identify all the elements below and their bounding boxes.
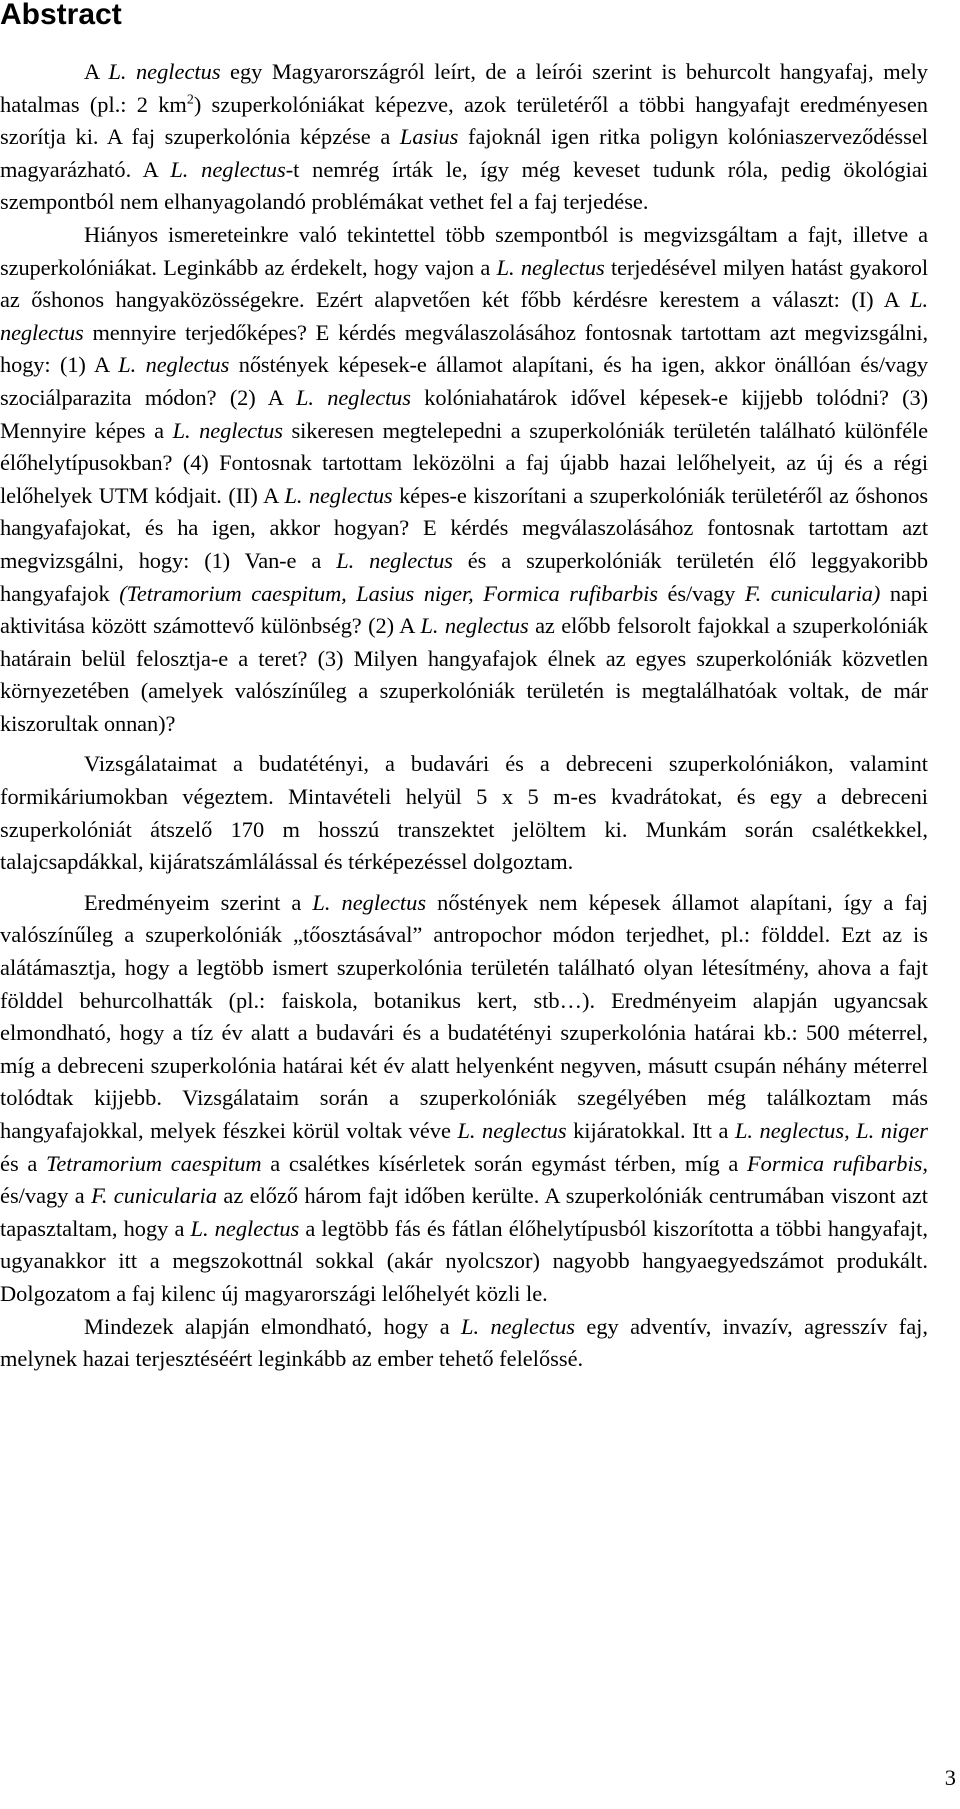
text-run: és a szuperkolóniák területén élő leggyakoribb hangyafajok — [0, 547, 928, 606]
species-name: L. neglectus, L. niger — [734, 1118, 929, 1143]
species-name: L. neglectus — [170, 156, 286, 182]
text-run: és a — [0, 1150, 46, 1176]
text-run: terjedésével milyen hatást gyakorol az őshonos hangyaközösségekre. Ezért alapvetően két főbb kérdésre kerestem a választ: (I) A — [0, 254, 928, 313]
text-run: nőstények nem képesek államot alapítani, így a faj valószínűleg a szuperkolóniák „tőosztásával” antropochor módon terjedhet, pl.: földdel. Ezt az is alátámasztja, hogy a legtöbb ismert szuperkolónia területén található olyan létesítmény, ahova a fajt földdel behurcolhatták (pl.: faiskola, botanikus kert, stb…). Eredményeim alapján ugyancsak elmondható, hogy a tíz év alatt a budavári és a budatétényi szuperkolónia határai kb.: 500 méterrel, míg a debreceni szuperkolónia határai két év alatt helyenként negyven, másutt csupán néhány méterrel tolódtak kijjebb. Vizsgálataim során a szuperkolóniák szegélyében még találkoztam más hangyafajokkal, melyek fészkei körül voltak véve — [0, 889, 928, 1143]
text-run: és/vagy a — [0, 1183, 92, 1209]
paragraph-methods — [0, 748, 928, 878]
text-run: Vizsgálataimat a budatétényi, a budavári és a debreceni szuperkolóniákon, valamint formikáriumokban végeztem. Mintavételi helyül 5 x 5 m-es kvadrátokat, és egy a debreceni szuperkolóniát átszelő 170 m hosszú transzektet jelöltem ki. Munkám során csalétkekkel, talajcsapdákkal, kijáratszámlálással és térképezéssel dolgoztam. — [0, 751, 928, 875]
species-name: L. neglectus — [0, 287, 928, 345]
species-name: L. neglectus — [336, 547, 453, 573]
species-name: L. neglectus — [284, 482, 393, 508]
species-name: L. neglectus — [108, 59, 221, 84]
paragraph-results — [0, 887, 928, 1311]
species-name: L. neglectus — [496, 254, 605, 280]
paragraph-intro — [0, 56, 928, 219]
species-name: L. neglectus — [461, 1313, 576, 1339]
paragraph-questions — [0, 219, 928, 741]
text-run: napi aktivitása között számottevő különbség? (2) A — [0, 580, 929, 639]
species-name: L. neglectus — [312, 889, 427, 915]
species-name: Lasius — [399, 124, 459, 150]
text-run: és/vagy — [657, 580, 745, 606]
species-name: Formica rufibarbis, — [747, 1150, 928, 1176]
species-name: L. neglectus — [296, 384, 411, 410]
text-run: nőstények képesek-e államot alapítani, és ha igen, akkor önállóan és/vagy szociálparazita módon? (2) A — [0, 352, 928, 410]
text-run: mennyire terjedőképes? E kérdés megválaszolásához fontosnak tartottam azt megvizsgálni, hogy: (1) A — [0, 319, 928, 378]
text-run: képes-e kiszorítani a szuperkolóniák területéről az őshonos hangyafajokat, és ha igen, akkor hogyan? E kérdés megválaszolásához fontosnak tartottam azt megvizsgálni, hogy: (1) Van-e a — [0, 482, 928, 573]
text-run: -t nemrég írták le, így még keveset tudunk róla, pedig ökológiai szempontból nem elhanyagolandó problémákat vethet fel a faj terjedése. — [0, 156, 928, 215]
text-run: kijáratokkal. Itt a — [566, 1118, 735, 1143]
text-run: a csalétkes kísérletek során egymást térben, míg a — [261, 1150, 747, 1176]
text-run: sikeresen megtelepedni a szuperkolóniák területén található különféle élőhelytípusokban? (4) Fontosnak tartottam leközölni a faj újabb hazai lelőhelyeit, az új és a régi lelőhelyek UTM kódjait. (II) A — [0, 417, 928, 508]
species-name: (Tetramorium caespitum, Lasius niger, Formica rufibarbis — [119, 580, 658, 606]
species-name: F. cunicularia — [91, 1183, 218, 1209]
text-run: egy adventív, invazív, agresszív faj, melynek hazai terjesztéséért leginkább az ember tehető felelőssé. — [0, 1313, 928, 1372]
species-name: F. cunicularia) — [744, 580, 881, 606]
text-run: Mindezek alapján elmondható, hogy a — [84, 1313, 462, 1339]
text-run: az előbb felsorolt fajokkal a szuperkolóniák határain belül felosztja-e a teret? (3) Milyen hangyafajok élnek az egyes szuperkolóniák közvetlen környezetében (amelyek valószínűleg a szuperkolóniák területén is megtalálhatóak voltak, de már kiszorultak onnan)? — [0, 613, 928, 736]
text-run: az előző három fajt időben kerülte. A szuperkolóniák centrumában viszont azt tapasztaltam, hogy a — [0, 1183, 929, 1241]
superscript: 2 — [186, 92, 194, 108]
text-run: A — [84, 59, 109, 84]
abstract-body — [0, 56, 928, 1376]
page-number: 3 — [944, 1765, 956, 1790]
species-name: Tetramorium caespitum — [45, 1150, 262, 1176]
text-run: kolóniahatárok idővel képesek-e kijjebb tolódni? (3) Mennyire képes a — [0, 384, 928, 443]
text-run: Hiányos ismereteinkre való tekintettel több szempontból is megvizsgáltam a fajt, illetve a szuperkolóniákat. Leginkább az érdekelt, hogy vajon a — [0, 221, 928, 280]
text-run: egy Magyarországról leírt, de a leírói szerint is behurcolt hangyafaj, mely hatalmas (pl.: 2 km — [0, 59, 928, 117]
abstract-heading: Abstract — [0, 0, 122, 31]
text-run: ) szuperkolóniákat képezve, azok területéről a többi hangyafajt eredményesen szorítja ki. A faj szuperkolónia képzése a — [0, 91, 928, 150]
paragraph-conclusion — [0, 1311, 928, 1376]
text-run: Eredményeim szerint a — [84, 889, 313, 915]
text-run: a legtöbb fás és fátlan élőhelytípusból kiszorította a többi hangyafajt, ugyanakkor itt a megszokottnál sokkal (akár nyolcszor) nagyobb hangyaegyedszámot produkált. Dolgozatom a faj kilenc új magyarországi lelőhelyét közli le. — [0, 1215, 928, 1306]
species-name: L. neglectus — [420, 613, 529, 639]
species-name: L. neglectus — [118, 352, 230, 378]
species-name: L. neglectus — [457, 1118, 567, 1143]
species-name: L. neglectus — [172, 417, 283, 443]
text-run: fajoknál igen ritka poligyn kolóniaszerveződéssel magyarázható. A — [0, 124, 928, 182]
species-name: L. neglectus — [190, 1215, 300, 1241]
